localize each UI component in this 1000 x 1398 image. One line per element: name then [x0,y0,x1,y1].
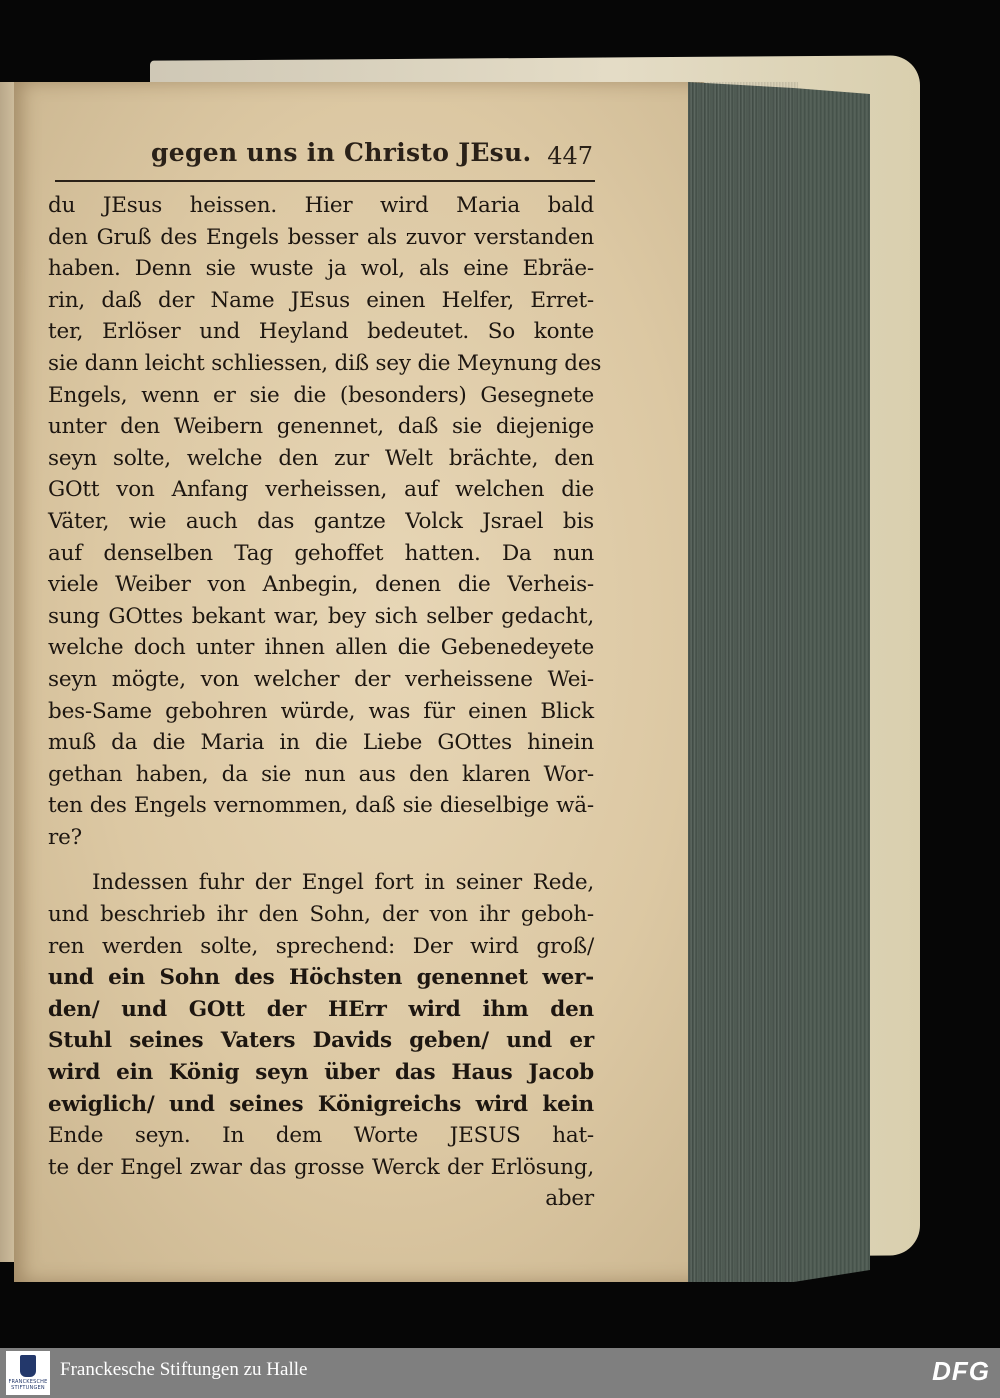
text-line: ren werden solte, sprechend: Der wird groß/ [48,933,594,959]
text-line: muß da die Maria in die Liebe GOttes hinein [48,730,594,756]
text-line: sie dann leicht schliessen, diß sey die Meynung des [48,350,602,376]
page-number: 447 [547,142,593,170]
text-line: auf denselben Tag gehoffet hatten. Da nun [48,540,594,566]
text-line: haben. Denn sie wuste ja wol, als eine Ebräe- [48,256,594,282]
text-line: Engels, wenn er sie die (besonders) Gesegnete [48,382,594,408]
running-title: gegen uns in Christo JEsu. [151,138,532,167]
text-line: bes-Same gebohren würde, was für einen Blick [48,698,594,724]
text-line: und ein Sohn des Höchsten genennet wer- [48,965,594,991]
text-line: ewiglich/ und seines Königreichs wird kein [48,1091,594,1117]
text-line: du JEsus heissen. Hier wird Maria bald [48,193,594,218]
text-line: welche doch unter ihnen allen die Gebenedeyete [48,635,594,661]
dfg-logo[interactable]: DFG [932,1356,990,1386]
text-line: re? [48,824,82,850]
text-line: ten des Engels vernommen, daß sie dieselbige wä- [48,793,594,819]
text-line: gethan haben, da sie nun aus den klaren Wor- [48,761,594,787]
text-line: rin, daß der Name JEsus einen Helfer, Erret- [48,287,594,313]
text-line: Väter, wie auch das gantze Volck Jsrael bis [48,508,594,534]
text-line: unter den Weibern genennet, daß sie diejenige [48,414,594,440]
text-line: den Gruß des Engels besser als zuvor verstanden [48,224,594,250]
text-line: den/ und GOtt der HErr wird ihm den [48,996,594,1022]
text-line: GOtt von Anfang verheissen, auf welchen die [48,477,594,503]
text-line: seyn mögte, von welcher der verheissene Wei- [48,666,594,692]
emblem-icon [20,1355,36,1377]
catchword: aber [545,1186,594,1212]
text-line: sung GOttes bekant war, bey sich selber gedacht, [48,603,594,629]
footer-bar [0,1348,1000,1398]
text-line: wird ein König seyn über das Haus Jacob [48,1060,594,1086]
text-line: ter, Erlöser und Heyland bedeutet. So konte [48,319,594,345]
running-head [55,136,595,182]
text-line: Stuhl seines Vaters Davids geben/ und er [48,1028,594,1054]
logo-text [6,1379,50,1391]
logo-text-line: STIFTUNGEN [11,1385,45,1391]
paragraph-2 [48,867,594,1215]
text-line: viele Weiber von Anbegin, denen die Verheis- [48,572,594,598]
text-body [48,190,602,1215]
institution-logo[interactable] [6,1351,50,1395]
text-line: te der Engel zwar das grosse Werck der Erlösung, [48,1154,594,1180]
logo-text-line: FRANCKESCHE [8,1379,48,1385]
text-line: seyn solte, welche den zur Welt brächte, den [48,445,594,471]
page-edges-shade [688,82,798,1282]
text-line: und beschrieb ihr den Sohn, der von ihr geboh- [48,902,594,928]
text-line: Ende seyn. In dem Worte JESUS hat- [48,1123,594,1149]
text-line: Indessen fuhr der Engel fort in seiner Rede, [92,870,594,896]
paragraph-1 [48,190,602,853]
institution-name[interactable]: Franckesche Stiftungen zu Halle [60,1359,308,1380]
